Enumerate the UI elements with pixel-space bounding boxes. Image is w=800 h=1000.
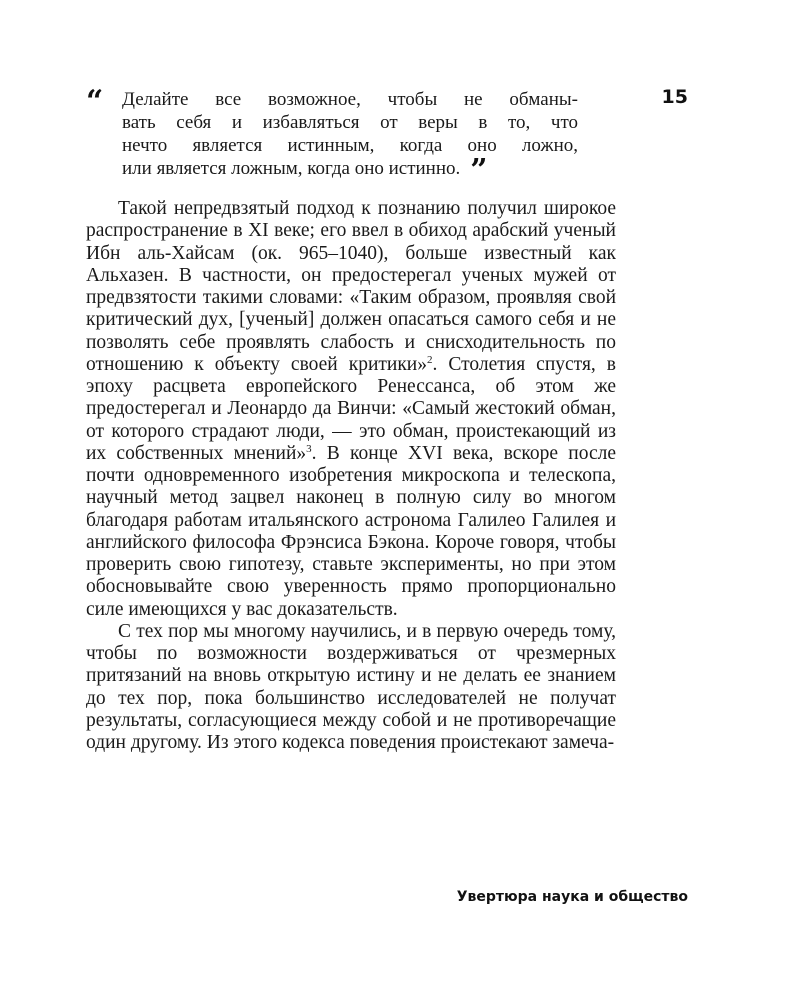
- paragraph: [86, 198, 616, 621]
- epigraph-line: нечто является истинным, когда оно ложно,: [122, 135, 578, 156]
- close-quote-mark: ”: [470, 153, 488, 188]
- epigraph-text: [122, 88, 578, 188]
- running-footer: Увертюра наука и общество: [456, 889, 688, 905]
- footnote-ref[interactable]: 3: [306, 442, 312, 455]
- paragraph-text: Такой непредвзятый подход к познанию получил широкое распространение в XI веке; его ввел в обиход арабский ученый Ибн аль-Хайсам (ок. 965–1040), больше известный как Альхазен. В частности, он предостерегал ученых мужей от предвзятости такими словами: «Таким образом, проявляя свой критический дух, [ученый] должен опасаться самого себя и не позволять себе проявлять слабость и снисходительность по отношению к объекту своей критики»: [86, 198, 616, 375]
- epigraph-line: Делайте все возможное, чтобы не обманы-: [122, 89, 578, 110]
- epigraph-line: или является ложным, когда оно истинно.: [122, 158, 461, 179]
- paragraph-text: . В конце XVI века, вскоре после почти одновременного изобретения микроскопа и телескопа, научный метод зацвел наконец в полную силу во многом благодаря работам итальянского астронома Галилео Галилея и английского философа Фрэнсиса Бэкона. Короче говоря, чтобы проверить свою гипотезу, ставьте эксперименты, но при этом обосновывайте свою уверенность прямо пропорционально силе имеющихся у вас доказательств.: [86, 442, 616, 620]
- epigraph-line: вать себя и избавляться от веры в то, что: [122, 112, 578, 133]
- epigraph-quote: [86, 84, 606, 188]
- page-number: 15: [661, 86, 688, 108]
- footnote-ref[interactable]: 2: [427, 353, 433, 366]
- epigraph-line-last: [122, 153, 578, 188]
- body-text: [86, 198, 616, 754]
- open-quote-mark: “: [86, 84, 104, 119]
- paragraph-text: . Столетия спустя, в эпоху расцвета европейского Ренессанса, об этом же предостерегал и Леонардо да Винчи: «Самый жестокий обман, от которого страдают люди, — это обман, проистекающий из их собственных мнений»: [86, 353, 616, 464]
- paragraph: С тех пор мы многому научились, и в первую очередь тому, чтобы по возможности воздерживаться от чрезмерных притязаний на вновь открытую истину и не делать ее знанием до тех пор, пока большинство исследователей не получат результаты, согласующиеся между собой и не противоречащие один другому. Из этого кодекса поведения проистекают замеча-: [86, 620, 616, 753]
